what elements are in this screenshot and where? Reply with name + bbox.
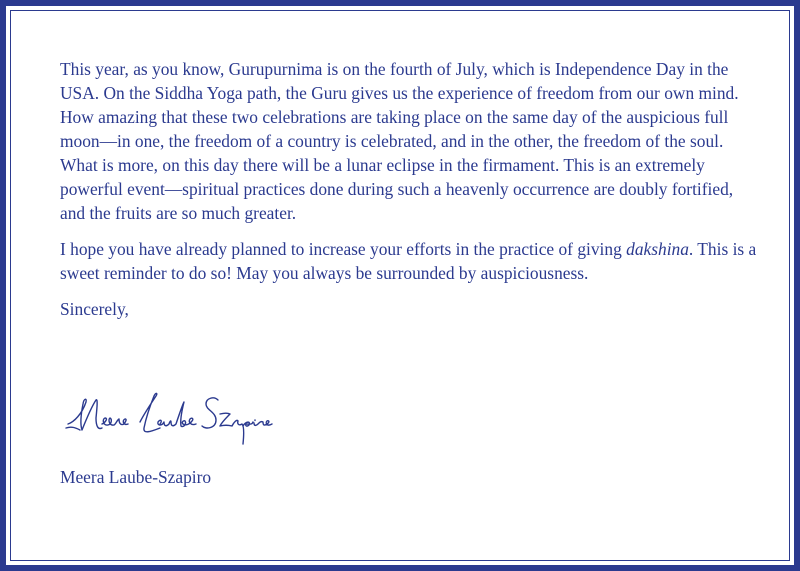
paragraph-dakshina [60,237,760,285]
paragraph-dakshina-end: . This is a sweet reminder to do so! May you always be surrounded by auspiciousness. [60,239,757,283]
signer-name: Meera Laube-Szapiro [60,467,212,487]
paragraph-gurupurnima: This year, as you know, Gurupurnima is on the fourth of July, which is Independence Day in the USA. On the Siddha Yoga path, the Guru gives us the experience of freedom from our own mind. How amazing that these two celebrations are taking place on the same day of the auspicious full moon—in one, the freedom of a country is celebrated, and in the other, the freedom of the soul. What is more, on this day there will be a lunar eclipse in the firmament. This is an extremely powerful event—spiritual practices done during such a heavenly occurrence are doubly fortified, and the fruits are so much greater. [60,59,739,223]
paragraph-dakshina-start: I hope you have already planned to increase your efforts in the practice of giving [60,239,627,259]
handwritten-signature [64,384,284,454]
dakshina-word: dakshina [626,239,689,259]
closing-line: Sincerely, [60,299,129,319]
letter-body [60,57,760,333]
